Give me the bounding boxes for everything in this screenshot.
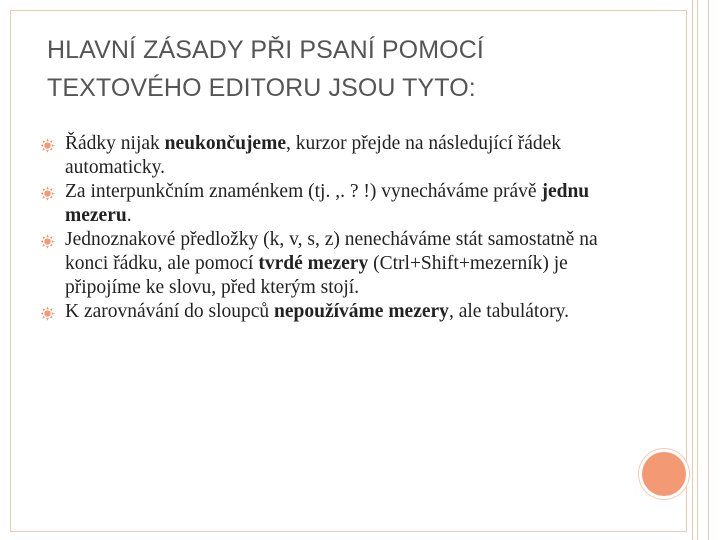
bullet-list [40,132,610,324]
bullet-emphasis: tvrdé mezery [258,253,369,274]
bullet-text: Řádky nijak [65,133,165,154]
bullet-text: Jednoznakové předložky (k, v, s, z) nenecháváme stát samostatně na konci řádku, ale pomocí [65,229,598,274]
bullet-item [40,228,610,300]
bullet-emphasis: jednu mezeru [65,181,590,226]
slide-title [47,31,667,107]
bullet-text: . [126,205,132,226]
circle-decoration [642,452,686,496]
bullet-text: , kurzor přejde na následující řádek automaticky. [65,133,562,178]
bullet-emphasis: nepoužíváme mezery [274,301,449,322]
bullet-text: K zarovnávání do sloupců [65,301,275,322]
bullet-item [40,300,610,324]
bullet-text: Za interpunkčním znaménkem (tj. ,. ? !) vynecháváme právě [65,181,542,202]
bullet-text: (Ctrl+Shift+mezerník) je připojíme ke slovu, před kterým stojí. [65,253,568,298]
title-line-1: HLAVNÍ ZÁSADY PŘI PSANÍ POMOCÍ [47,36,484,64]
sun-icon [40,234,55,249]
sun-icon [40,186,55,201]
title-line-2: TEXTOVÉHO EDITORU JSOU TYTO: [47,74,476,102]
bullet-text: , ale tabulátory. [448,301,569,322]
bullet-item [40,180,610,228]
sun-icon [40,138,55,153]
right-border-line [692,0,693,540]
bullet-item [40,132,610,180]
sun-icon [40,306,55,321]
right-border-line [697,0,698,540]
bullet-emphasis: neukončujeme [164,133,286,154]
right-border-line [708,0,709,540]
